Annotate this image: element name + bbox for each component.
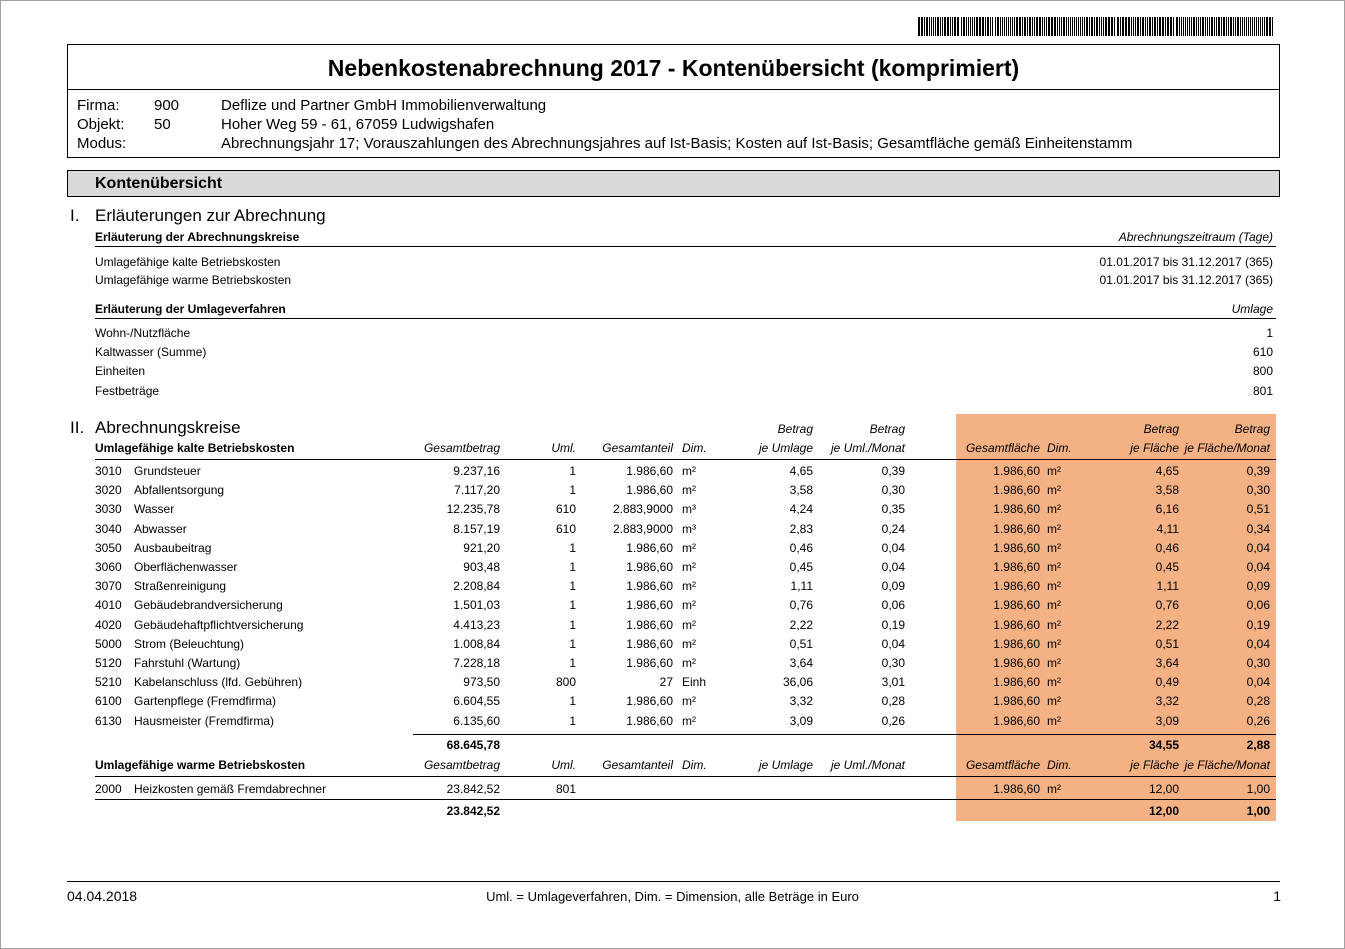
table-row [0,579,1345,598]
gesamtbetrag: 2.208,84 [453,579,500,594]
firma-nr: 900 [154,97,180,114]
report-title: Nebenkostenabrechnung 2017 - Kontenübersicht (komprimiert) [327,55,1020,81]
footer-page-number: 1 [1273,888,1281,904]
table-row [0,598,1345,617]
je-umlage-monat: 0,04 [881,636,905,651]
header-flaeche-dim: Dim. [1047,441,1072,455]
gesamtbetrag: 23.842,52 [446,782,500,796]
divider [95,459,1276,460]
flaeche-dimension: m² [1047,502,1061,517]
footer-date: 04.04.2018 [67,888,138,904]
je-flaeche-monat: 0,26 [1246,713,1270,728]
gesamtbetrag: 8.157,19 [453,521,500,536]
flaeche-dimension: m² [1047,579,1061,594]
dimension: m² [682,694,696,709]
je-flaeche: 1,11 [1156,579,1179,594]
gesamtflaeche: 1.986,60 [993,782,1040,796]
je-flaeche-monat: 0,19 [1246,617,1270,632]
je-umlage: 2,83 [789,521,813,536]
umlage: 610 [555,502,576,517]
account-name: Straßenreinigung [134,579,227,594]
header-gesamtanteil: Gesamtanteil [602,758,673,772]
divider [95,318,1276,319]
umlage-label: Festbeträge [95,384,160,398]
flaeche-dimension: m² [1047,540,1061,555]
je-umlage: 2,22 [789,617,813,632]
gesamtanteil: 1.986,60 [626,694,673,709]
gesamtbetrag: 6.135,60 [453,713,500,728]
flaeche-dimension: m² [1047,521,1061,536]
je-flaeche-monat: 0,09 [1246,579,1270,594]
flaeche-dimension: m² [1047,617,1061,632]
je-umlage: 4,65 [789,464,813,478]
header-je-umlage: je Umlage [758,758,813,772]
gesamtanteil: 1.986,60 [626,617,673,632]
kreise-right-heading: Abrechnungszeitraum (Tage) [1118,230,1273,244]
account-name: Heizkosten gemäß Fremdabrechner [134,782,327,796]
je-umlage-monat: 0,04 [881,560,905,574]
je-flaeche: 0,76 [1155,598,1179,613]
flaeche-dimension: m² [1047,598,1061,613]
umlage-heading: Erläuterung der Umlageverfahren [95,302,286,316]
dimension: m² [682,483,696,498]
je-umlage: 4,24 [789,502,813,517]
part1-number: I. [70,206,80,225]
account-number: 5210 [95,675,122,690]
je-flaeche-monat: 0,30 [1246,656,1270,670]
section-title: Kontenübersicht [95,175,223,192]
umlage: 1 [569,540,576,555]
header-uml: Uml. [551,758,576,772]
umlage: 1 [569,560,576,574]
footer-divider [67,881,1280,882]
umlage: 1 [569,636,576,651]
je-flaeche-monat: 0,04 [1246,560,1270,574]
divider [95,246,1276,247]
umlage: 1 [569,713,576,728]
gesamtflaeche: 1.986,60 [993,694,1040,709]
header-je-uml-monat: je Uml./Monat [830,758,905,772]
cold-sum-je-flaeche: 34,55 [1148,738,1179,752]
account-number: 3010 [95,464,122,478]
firma-name: Deflize und Partner GmbH Immobilienverwaltung [221,97,547,114]
je-umlage-monat: 0,04 [881,540,905,555]
flaeche-dimension: m² [1047,560,1061,574]
account-number: 3020 [95,483,122,498]
divider [413,734,1276,735]
je-umlage-monat: 0,24 [881,521,905,536]
gesamtflaeche: 1.986,60 [993,483,1040,498]
account-number: 3060 [95,560,122,574]
gesamtbetrag: 12.235,78 [446,502,500,517]
je-umlage-monat: 0,30 [881,656,905,670]
gesamtflaeche: 1.986,60 [993,464,1040,478]
gesamtanteil: 1.986,60 [626,464,673,478]
umlage-label: Einheiten [95,364,146,378]
je-flaeche-monat: 0,06 [1246,598,1270,613]
je-flaeche: 0,51 [1155,636,1179,651]
dimension: m² [682,636,696,651]
gesamtanteil: 1.986,60 [626,579,673,594]
dimension: m² [682,617,696,632]
cold-sum-je-flaeche-monat: 2,88 [1246,738,1270,752]
account-name: Hausmeister (Fremdfirma) [134,713,275,728]
je-umlage-monat: 0,19 [881,617,905,632]
gesamtflaeche: 1.986,60 [993,579,1040,594]
je-umlage-monat: 0,39 [881,464,905,478]
table-row [0,541,1345,560]
je-flaeche: 12,00 [1148,782,1179,796]
table-row [0,675,1345,694]
warm-group-title: Umlagefähige warme Betriebskosten [95,758,306,772]
gesamtflaeche: 1.986,60 [993,502,1040,517]
account-name: Gebäudebrandversicherung [134,598,283,613]
account-number: 3050 [95,540,122,555]
je-flaeche-monat: 1,00 [1246,782,1270,796]
je-flaeche: 3,09 [1155,713,1179,728]
gesamtflaeche: 1.986,60 [993,598,1040,613]
umlage: 1 [569,483,576,498]
gesamtbetrag: 6.604,55 [453,694,500,709]
account-number: 3070 [95,579,122,594]
gesamtanteil: 1.986,60 [626,560,673,574]
umlage-value: 610 [1252,345,1273,359]
flaeche-dimension: m² [1047,713,1061,728]
account-number: 2000 [95,782,122,796]
gesamtbetrag: 921,20 [463,540,500,555]
header-betrag-top: Betrag [1143,422,1179,436]
je-umlage: 36,06 [782,675,813,690]
dimension: m³ [682,521,696,536]
gesamtanteil: 1.986,60 [626,656,673,670]
table-row [0,618,1345,637]
account-name: Abfallentsorgung [134,483,225,498]
je-flaeche: 3,64 [1155,656,1179,670]
gesamtanteil: 1.986,60 [626,713,673,728]
warm-sum-je-flaeche-monat: 1,00 [1246,804,1270,818]
kreise-heading: Erläuterung der Abrechnungskreise [95,230,300,244]
account-number: 5120 [95,656,122,670]
account-name: Ausbaubeitrag [134,540,212,555]
barcode-image [918,17,1276,36]
modus-label: Modus: [77,135,127,152]
je-flaeche-monat: 0,04 [1246,675,1270,690]
je-flaeche: 0,45 [1155,560,1179,574]
je-umlage-monat: 3,01 [881,675,905,690]
umlage-label: Kaltwasser (Summe) [95,345,207,359]
kreis-label-warm: Umlagefähige warme Betriebskosten [95,273,292,287]
je-flaeche: 4,11 [1156,521,1179,536]
dimension: m² [682,656,696,670]
header-gesamtanteil: Gesamtanteil [602,441,673,455]
gesamtanteil: 1.986,60 [626,483,673,498]
table-row [0,656,1345,675]
header-flaeche-dim: Dim. [1047,758,1072,772]
account-number: 5000 [95,636,122,651]
umlage: 1 [569,694,576,709]
gesamtbetrag: 1.008,84 [453,636,500,651]
divider [95,776,1276,777]
gesamtflaeche: 1.986,60 [993,540,1040,555]
flaeche-dimension: m² [1047,464,1061,478]
je-umlage: 0,76 [789,598,813,613]
je-umlage: 3,32 [789,694,813,709]
umlage-right-heading: Umlage [1231,302,1273,316]
je-umlage: 1,11 [790,579,813,594]
footer-note: Uml. = Umlageverfahren, Dim. = Dimension, alle Beträge in Euro [486,889,859,904]
je-flaeche: 0,46 [1155,540,1179,555]
je-flaeche-monat: 0,04 [1246,540,1270,555]
part2-number: II. [70,418,85,437]
je-flaeche-monat: 0,51 [1246,502,1270,517]
account-name: Kabelanschluss (lfd. Gebühren) [134,675,303,690]
je-umlage-monat: 0,28 [881,694,905,709]
gesamtanteil: 2.883,9000 [612,502,673,517]
section-bar [67,170,1280,197]
cold-sum-betrag: 68.645,78 [446,738,500,752]
gesamtanteil: 1.986,60 [626,598,673,613]
account-name: Strom (Beleuchtung) [134,636,245,651]
je-umlage: 3,64 [789,656,813,670]
gesamtbetrag: 4.413,23 [453,617,500,632]
flaeche-dimension: m² [1047,782,1061,796]
table-row [0,714,1345,733]
kreis-value-warm: 01.01.2017 bis 31.12.2017 (365) [1099,273,1273,287]
header-je-flaeche: je Fläche [1130,441,1179,455]
header-gesamtflaeche: Gesamtfläche [965,441,1040,455]
objekt-nr: 50 [154,116,171,133]
flaeche-dimension: m² [1047,675,1061,690]
table-row [0,483,1345,502]
je-flaeche-monat: 0,04 [1246,636,1270,651]
account-number: 6100 [95,694,122,709]
je-flaeche: 3,32 [1155,694,1179,709]
part2-title: Abrechnungskreise [95,418,241,437]
account-number: 4020 [95,617,122,632]
je-umlage-monat: 0,09 [881,579,905,594]
gesamtbetrag: 903,48 [463,560,500,574]
flaeche-dimension: m² [1047,694,1061,709]
je-flaeche: 0,49 [1155,675,1179,690]
umlage: 801 [555,782,576,796]
dimension: Einh [682,675,707,690]
table-row [0,694,1345,713]
account-number: 4010 [95,598,122,613]
je-flaeche-monat: 0,39 [1246,464,1270,478]
je-umlage: 0,46 [789,540,813,555]
gesamtflaeche: 1.986,60 [993,656,1040,670]
gesamtbetrag: 1.501,03 [453,598,500,613]
je-flaeche: 3,58 [1155,483,1179,498]
objekt-label: Objekt: [77,116,125,133]
je-umlage: 3,09 [789,713,813,728]
umlage: 1 [569,617,576,632]
gesamtbetrag: 7.117,20 [454,483,500,498]
warm-sum-betrag: 23.842,52 [446,804,500,818]
header-gesamtbetrag: Gesamtbetrag [423,758,500,772]
gesamtflaeche: 1.986,60 [993,521,1040,536]
kreis-value-cold: 01.01.2017 bis 31.12.2017 (365) [1099,255,1273,269]
header-je-flaeche-monat: je Fläche/Monat [1184,441,1270,455]
gesamtflaeche: 1.986,60 [993,675,1040,690]
part1-title: Erläuterungen zur Abrechnung [95,206,326,225]
umlage: 1 [569,598,576,613]
objekt-name: Hoher Weg 59 - 61, 67059 Ludwigshafen [221,116,495,133]
umlage: 610 [555,521,576,536]
dimension: m² [682,713,696,728]
gesamtanteil: 1.986,60 [626,540,673,555]
table-row [0,637,1345,656]
je-flaeche-monat: 0,30 [1246,483,1270,498]
cold-group-title: Umlagefähige kalte Betriebskosten [95,441,295,455]
flaeche-dimension: m² [1047,483,1061,498]
dimension: m³ [682,502,696,517]
header-dim: Dim. [682,441,707,455]
gesamtanteil: 1.986,60 [626,636,673,651]
umlage-value: 1 [1266,326,1273,340]
gesamtbetrag: 7.228,18 [453,656,500,670]
je-umlage-monat: 0,30 [881,483,905,498]
umlage-value: 801 [1252,384,1273,398]
dimension: m² [682,464,696,478]
firma-label: Firma: [77,97,120,114]
je-flaeche-monat: 0,34 [1246,521,1270,536]
kreis-label-cold: Umlagefähige kalte Betriebskosten [95,255,281,269]
account-name: Grundsteuer [134,464,201,478]
umlage: 1 [569,656,576,670]
table-row [0,522,1345,541]
account-name: Wasser [134,502,175,517]
flaeche-dimension: m² [1047,636,1061,651]
gesamtbetrag: 973,50 [463,675,500,690]
title-box [67,44,1280,90]
header-info-box [67,89,1280,158]
header-je-umlage: je Umlage [758,441,813,455]
header-je-uml-monat: je Uml./Monat [830,441,905,455]
table-row [0,560,1345,579]
header-uml: Uml. [551,441,576,455]
je-umlage: 0,51 [789,636,813,651]
je-flaeche: 6,16 [1155,502,1179,517]
table-row [0,502,1345,521]
umlage: 1 [569,464,576,478]
je-flaeche: 4,65 [1155,464,1179,478]
header-dim: Dim. [682,758,707,772]
account-name: Oberflächenwasser [134,560,238,574]
account-number: 3030 [95,502,122,517]
modus-text: Abrechnungsjahr 17; Vorauszahlungen des Abrechnungsjahres auf Ist-Basis; Kosten auf Ist-Basis; Gesamtfläche gemäß Einheitenstamm [221,135,1133,152]
gesamtflaeche: 1.986,60 [993,713,1040,728]
account-number: 3040 [95,521,122,536]
umlage: 800 [555,675,576,690]
je-umlage-monat: 0,35 [881,502,905,517]
account-name: Gartenpflege (Fremdfirma) [134,694,277,709]
table-row [0,464,1345,483]
umlage-label: Wohn-/Nutzfläche [95,326,191,340]
divider [95,799,1276,800]
je-umlage: 0,45 [789,560,813,574]
account-name: Gebäudehaftpflichtversicherung [134,617,304,632]
gesamtanteil: 2.883,9000 [612,521,673,536]
gesamtbetrag: 9.237,16 [453,464,500,478]
gesamtanteil: 27 [659,675,673,690]
dimension: m² [682,598,696,613]
header-betrag-top: Betrag [1234,422,1270,436]
header-betrag-top: Betrag [869,422,905,436]
header-je-flaeche: je Fläche [1130,758,1179,772]
dimension: m² [682,560,696,574]
je-umlage: 3,58 [789,483,813,498]
flaeche-dimension: m² [1047,656,1061,670]
gesamtflaeche: 1.986,60 [993,560,1040,574]
account-name: Fahrstuhl (Wartung) [134,656,241,670]
dimension: m² [682,579,696,594]
gesamtflaeche: 1.986,60 [993,617,1040,632]
account-number: 6130 [95,713,122,728]
header-betrag-top: Betrag [777,422,813,436]
umlage-value: 800 [1252,364,1273,378]
account-name: Abwasser [134,521,187,536]
header-je-flaeche-monat: je Fläche/Monat [1184,758,1270,772]
je-umlage-monat: 0,26 [881,713,905,728]
je-umlage-monat: 0,06 [881,598,905,613]
header-gesamtbetrag: Gesamtbetrag [423,441,500,455]
dimension: m² [682,540,696,555]
je-flaeche: 2,22 [1155,617,1179,632]
header-gesamtflaeche: Gesamtfläche [965,758,1040,772]
je-flaeche-monat: 0,28 [1246,694,1270,709]
gesamtflaeche: 1.986,60 [993,636,1040,651]
warm-sum-je-flaeche: 12,00 [1148,804,1179,818]
umlage: 1 [569,579,576,594]
